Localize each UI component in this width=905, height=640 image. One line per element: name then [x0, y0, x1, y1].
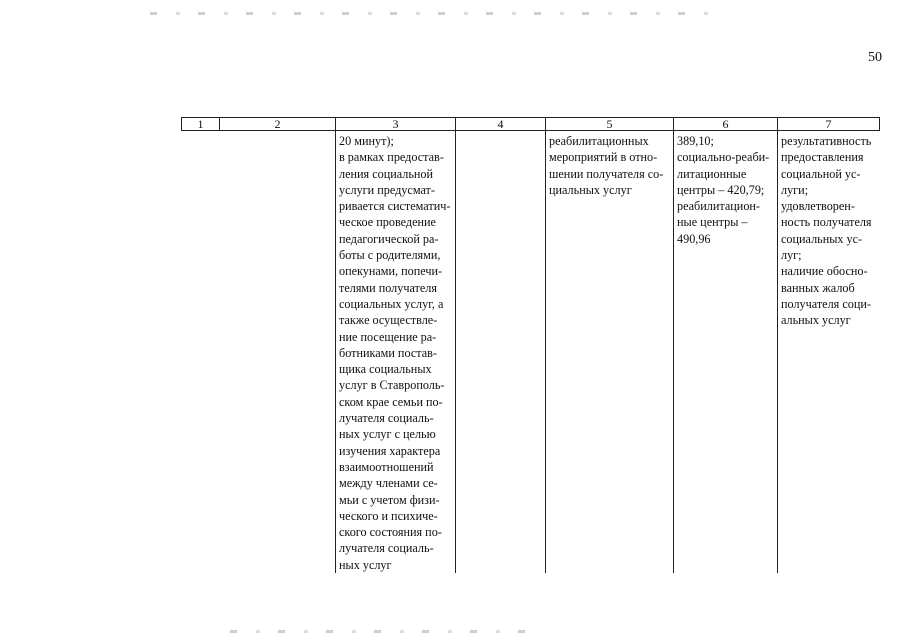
cell-text-line: услуг в Ставрополь-	[339, 378, 445, 393]
cell-text-line: социальной ус-	[781, 166, 861, 181]
header-row	[182, 118, 880, 131]
cell-text-line: изучения характера	[339, 443, 441, 458]
cell-text-line: в рамках предостав-	[339, 150, 444, 165]
cell-text-line: мероприятий в отно-	[549, 150, 658, 165]
cell-text-line: социальных услуг, а	[339, 296, 444, 311]
cell-text-line: удовлетворен-	[781, 199, 855, 214]
cell-text-line: лучателя социаль-	[339, 411, 434, 426]
cell-text-line: боты с родителями,	[339, 248, 441, 263]
cell-text-line: центры – 420,79;	[677, 182, 765, 197]
cell-text-line: альных услуг	[781, 313, 851, 328]
cell-text-line: социально-реаби-	[677, 150, 770, 165]
cell-text-line: взаимоотношений	[339, 459, 434, 474]
cell-text-line: щика социальных	[339, 362, 432, 377]
cell-text-line: опекунами, попечи-	[339, 264, 443, 279]
cell-text-line: лучателя социаль-	[339, 541, 434, 556]
cell-text-line: ние посещение ра-	[339, 329, 437, 344]
scan-artifact-bottom	[230, 630, 530, 633]
column-header-1: 1	[182, 118, 220, 131]
cell-text-line: телями получателя	[339, 280, 437, 295]
column-header-7: 7	[778, 118, 880, 131]
cell-text-line: ность получателя	[781, 215, 872, 230]
cell-col7	[778, 131, 880, 574]
column-header-4: 4	[456, 118, 546, 131]
cell-col4	[456, 131, 546, 574]
cell-col3	[336, 131, 456, 574]
cell-text-line: ческого и психиче-	[339, 508, 438, 523]
cell-col1	[182, 131, 220, 574]
cell-text-line: между членами се-	[339, 476, 438, 491]
cell-text-line: педагогической ра-	[339, 231, 439, 246]
page-number: 50	[868, 50, 882, 65]
column-header-6: 6	[674, 118, 778, 131]
cell-text-line: ных услуг с целью	[339, 427, 436, 442]
cell-text-line: литационные	[677, 166, 747, 181]
table-row	[182, 131, 880, 574]
cell-col6	[674, 131, 778, 574]
cell-text-line: также осуществле-	[339, 313, 438, 328]
cell-text-line: социальных ус-	[781, 231, 863, 246]
services-table	[181, 117, 880, 573]
column-header-2: 2	[220, 118, 336, 131]
cell-col5	[546, 131, 674, 574]
column-header-5: 5	[546, 118, 674, 131]
cell-text-line: циальных услуг	[549, 182, 632, 197]
cell-text-line: 20 минут);	[339, 134, 394, 148]
cell-text-line: 490,96	[677, 231, 711, 246]
cell-text-line: луги;	[781, 182, 809, 197]
cell-text-line: ления социальной	[339, 166, 434, 181]
cell-text-line: луг;	[781, 248, 802, 263]
cell-text-line: предоставления	[781, 150, 864, 165]
cell-text-line: реабилитационных	[549, 134, 649, 148]
cell-text-line: 389,10;	[677, 134, 714, 148]
cell-col2	[220, 131, 336, 574]
cell-text-line: мьи с учетом физи-	[339, 492, 440, 507]
cell-text-line: ванных жалоб	[781, 280, 855, 295]
cell-text-line: ботниками постав-	[339, 345, 437, 360]
cell-text-line: ривается систематич-	[339, 199, 451, 214]
cell-text-line: ческое проведение	[339, 215, 436, 230]
cell-text-line: услуги предусмат-	[339, 182, 435, 197]
cell-text-line: получателя соци-	[781, 296, 871, 311]
cell-text-line: ского состояния по-	[339, 525, 442, 540]
cell-text-line: реабилитацион-	[677, 199, 760, 214]
cell-text-line: шении получателя со-	[549, 166, 664, 181]
cell-text-line: наличие обосно-	[781, 264, 868, 279]
cell-text-line: ных услуг	[339, 557, 392, 572]
cell-text-line: ные центры –	[677, 215, 748, 230]
cell-text-line: результативность	[781, 134, 872, 148]
cell-text-line: ском крае семьи по-	[339, 394, 443, 409]
column-header-3: 3	[336, 118, 456, 131]
scan-artifact-top	[150, 12, 710, 15]
